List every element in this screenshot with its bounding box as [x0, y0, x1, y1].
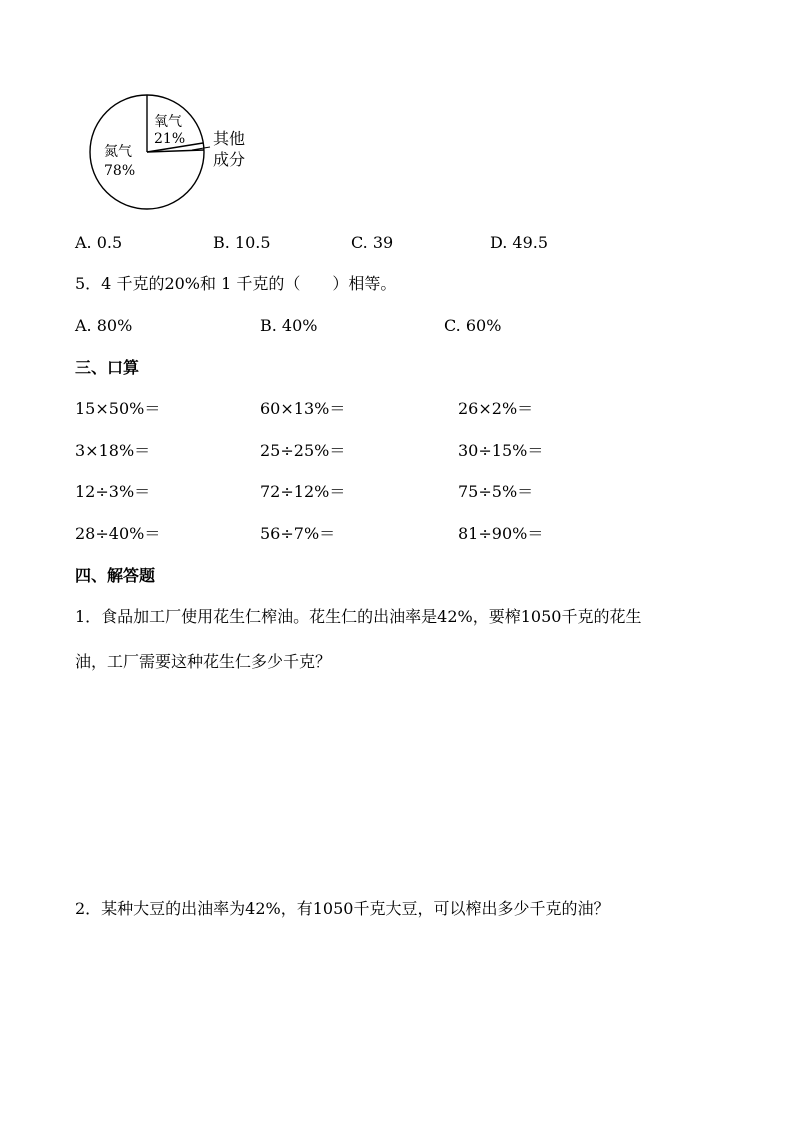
q4-option-b: B. 10.5: [213, 233, 271, 252]
pie-oxygen-value: 21%: [154, 131, 186, 147]
q4-option-d: D. 49.5: [490, 233, 549, 252]
q4-option-a: A. 0.5: [75, 233, 123, 252]
math-item: 72÷12%＝: [260, 482, 346, 501]
q4-option-c: C. 39: [351, 233, 394, 252]
q5-option-a: A. 80%: [75, 316, 133, 335]
math-item: 75÷5%＝: [458, 482, 534, 501]
math-item: 25÷25%＝: [260, 441, 346, 460]
pie-other-label-line2: 成分: [213, 150, 246, 169]
pie-other-label-line1: 其他: [213, 129, 246, 148]
math-item: 28÷40%＝: [75, 524, 161, 543]
math-item: 56÷7%＝: [260, 524, 336, 543]
math-item: 60×13%＝: [260, 399, 346, 418]
q1-line2: 油，工厂需要这种花生仁多少千克？: [75, 652, 332, 671]
q5-question: 5．4 千克的20%和 1 千克的（ ）相等。: [75, 274, 397, 293]
math-item: 15×50%＝: [75, 399, 161, 418]
q2-question: 2．某种大豆的出油率为42%，有1050千克大豆，可以榨出多少千克的油？: [75, 899, 610, 918]
math-item: 3×18%＝: [75, 441, 151, 460]
pie-nitrogen-value: 78%: [104, 163, 136, 179]
math-item: 30÷15%＝: [458, 441, 544, 460]
q5-option-c: C. 60%: [444, 316, 502, 335]
q5-option-b: B. 40%: [260, 316, 318, 335]
q1-line1: 1．食品加工厂使用花生仁榨油。花生仁的出油率是42%，要榨1050千克的花生: [75, 607, 642, 626]
math-item: 81÷90%＝: [458, 524, 544, 543]
section3-title: 三、口算: [75, 358, 140, 377]
math-item: 12÷3%＝: [75, 482, 151, 501]
pie-nitrogen-label: 氮气: [104, 144, 132, 160]
section4-title: 四、解答题: [75, 566, 156, 585]
math-item: 26×2%＝: [458, 399, 534, 418]
pie-oxygen-label: 氧气: [154, 114, 182, 130]
